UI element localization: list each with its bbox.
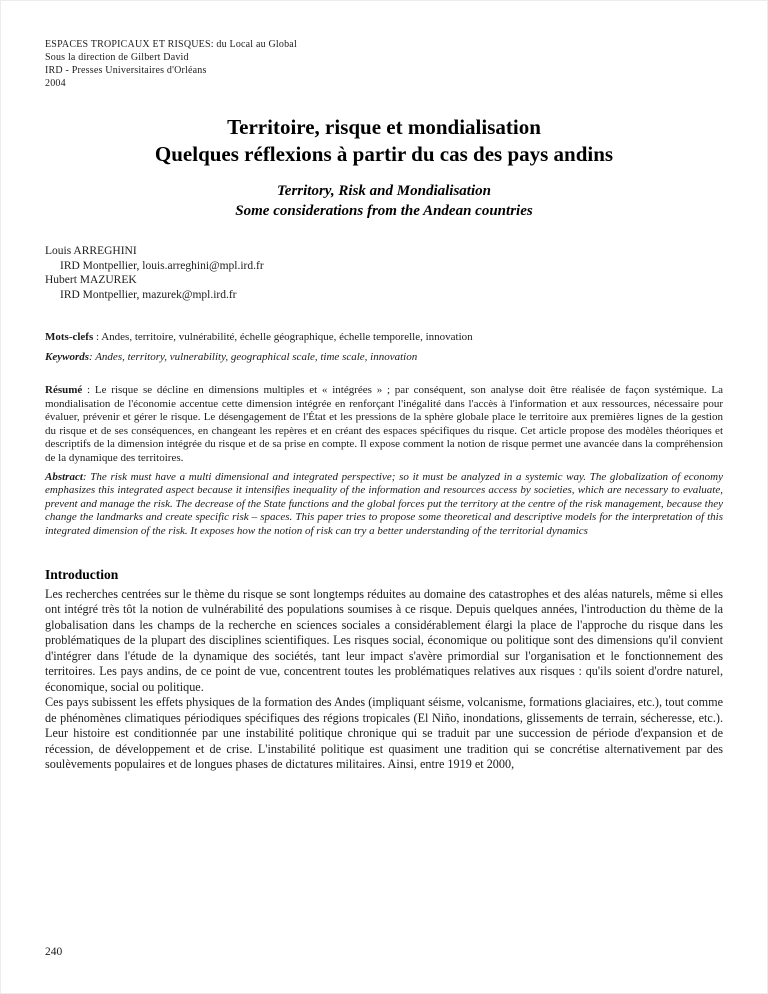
keywords-en-text: : Andes, territory, vulnerability, geographical scale, time scale, innovation: [89, 351, 418, 363]
keywords-fr-text: : Andes, territoire, vulnérabilité, échelle géographique, échelle temporelle, innovation: [93, 331, 473, 343]
body-paragraph: Ces pays subissent les effets physiques de la formation des Andes (impliquant séisme, volcanisme, formations glaciaires, etc.), tout comme de phénomènes climatiques périodiques spécifiques des régions tropicales (El Niño, inondations, glissements de terrain, sécheresse, etc.). Leur histoire est conditionnée par une instabilité politique chronique qui se traduit par une succession de période d'expansion et de récession, de développement et de crise. L'instabilité politique est quasiment une tradition qui se concrétise alternativement par des soulèvements populaires et de longues phases de dictatures militaires. Ainsi, entre 1919 et 2000,: [45, 695, 723, 772]
abstract-en-paragraph: [45, 471, 723, 539]
article-title-en-line1: Territory, Risk and Mondialisation: [277, 183, 491, 199]
article-title-fr-line2: Quelques réflexions à partir du cas des pays andins: [154, 142, 614, 166]
book-series-title: ESPACES TROPICAUX ET RISQUES: du Local au Global: [45, 39, 297, 50]
article-title-fr-line1: Territoire, risque et mondialisation: [227, 115, 541, 139]
abstract-fr: [45, 384, 723, 466]
article-title-en-line2: Some considerations from the Andean countries: [235, 203, 533, 219]
keywords-en-label: Keywords: [45, 351, 89, 363]
author-affiliation: IRD Montpellier, louis.arreghini@mpl.ird.fr: [60, 259, 264, 272]
body-paragraph: Les recherches centrées sur le thème du risque se sont longtemps réduites au domaine des catastrophes et des aléas naturels, même si elles ont intégré très tôt la notion de vulnérabilité des populations soumises à ce risque. Depuis quelques années, l'introduction du thème de la globalisation dans les champs de la recherche en sciences sociales a considérablement élargi la place de l'approche du risque dans les problématiques de la plupart des disciplines scientifiques. Les risques social, économique ou politique sont des dimensions qu'il convient d'intégrer dans l'étude de la dynamique des sociétés, tant leur impact s'avère primordial sur l'organisation et le fonctionnement des territoires. Les pays andins, de ce point de vue, concentrent toutes les problématiques relatives aux risques : qu'ils soient d'ordre naturel, économique, social ou politique.: [45, 586, 723, 694]
author-name: Hubert MAZUREK: [45, 274, 137, 286]
article-title-en: [45, 181, 723, 221]
keywords-en: [45, 347, 723, 367]
abstract-fr-label: Résumé: [45, 384, 83, 396]
author-affiliation: IRD Montpellier, mazurek@mpl.ird.fr: [60, 288, 237, 301]
book-editor-line: Sous la direction de Gilbert David: [45, 52, 189, 63]
book-year: 2004: [45, 78, 66, 89]
keywords-fr-label: Mots-clefs: [45, 331, 94, 343]
abstract-fr-text: : Le risque se décline en dimensions multiples et « intégrées » ; par conséquent, son analyse doit être réalisée de façon systémique. La mondialisation de l'économie accentue cette dimension intégrée en renforçant l'inégalité dans l'accès à l'information et aux ressources, nécessaire pour évaluer, prévenir et gérer le risque. Le désengagement de l'État et les pressions de la sphère globale place le territoire aux premières lignes de la gestion du risque et de ses conséquences, en changeant les repères et en créant des espaces spécifiques du risque. Cet article propose des modèles théoriques et descriptifs de la dimension intégrée du risque et de sa prise en compte. Il expose comment la notion de risque permet une avancée dans la compréhension de la dynamique des territoires.: [45, 384, 723, 464]
introduction-section: [45, 566, 723, 773]
abstract-en: [45, 471, 723, 539]
article-title-fr: [45, 114, 723, 168]
abstract-en-label: Abstract: [45, 470, 83, 483]
authors-block: [45, 244, 723, 302]
abstract-en-text: : The risk must have a multi dimensional and integrated perspective; so it must be analyzed in a systemic way. The globalization of economy emphasizes this integrated aspect because it intensifies inequality of the information and resources access by societies, which are necessary to evaluate, prevent and manage the risk. The decrease of the State functions and the global forces put the territory at the centre of the risk management, because they change the landmarks and create specific risk – spaces. This paper tries to propose some theoretical and descriptive models for the interpretation of this integrated dimension of the risk. It exposes how the notion of risk can try a better understanding of the territorial dynamics: [45, 470, 723, 537]
author-name: Louis ARREGHINI: [45, 245, 137, 257]
abstract-fr-paragraph: [45, 384, 723, 466]
book-publisher-line: IRD - Presses Universitaires d'Orléans: [45, 65, 207, 76]
page-number: 240: [45, 946, 63, 958]
keywords-fr: [45, 327, 723, 347]
keywords-block: [45, 327, 723, 367]
page-footer: [45, 946, 62, 958]
book-header: [45, 38, 723, 90]
introduction-heading: Introduction: [45, 566, 119, 582]
